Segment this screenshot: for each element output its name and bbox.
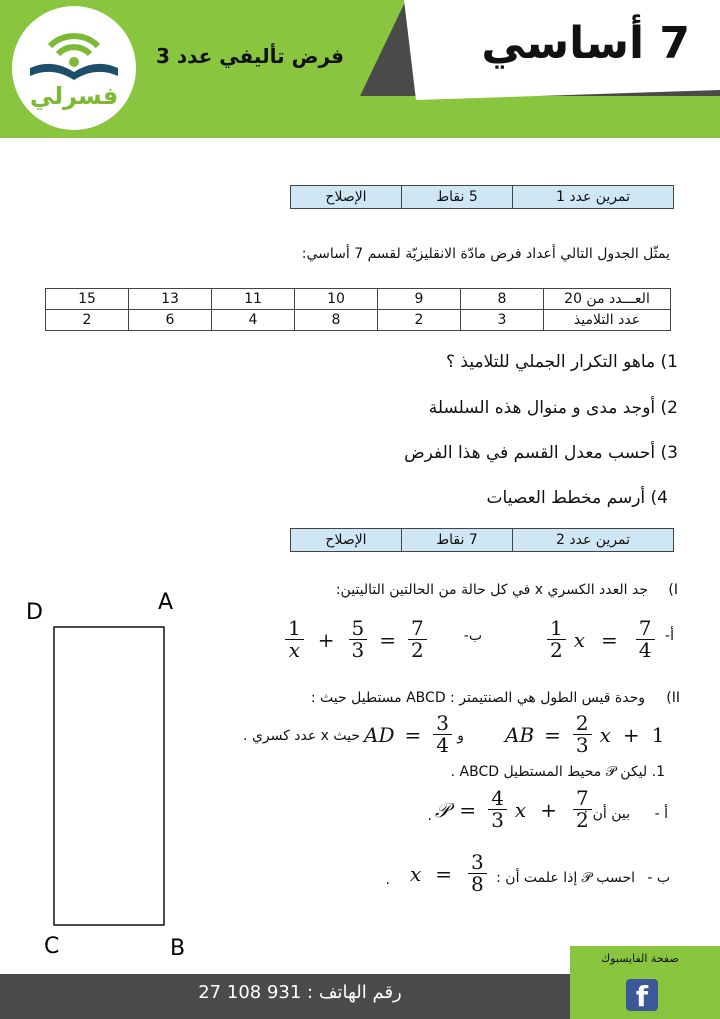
table-cell: 8 — [295, 310, 378, 331]
rectangle-abcd — [54, 627, 164, 925]
row-label: عدد التلاميذ — [544, 310, 671, 331]
item1a-text: بين أن : — [583, 806, 630, 822]
equation-b: $\frac{1}{x}$ + $\frac{5}{3}$ = $\frac{7}{2}$ — [283, 618, 429, 661]
item1b-text: احسب 𝒫 إذا علمت أن : — [496, 870, 635, 886]
question-2: 2) أوجد مدى و منوال هذه السلسلة — [428, 398, 678, 418]
and-word: و — [457, 728, 464, 744]
item1b-label: ب - — [647, 870, 670, 886]
vertex-d-label: D — [26, 600, 43, 625]
table-cell: 2 — [46, 310, 129, 331]
question-1: 1) ماهو التكرار الجملي للتلاميذ ؟ — [445, 352, 678, 372]
exercise2-correction: الإصلاح — [291, 529, 402, 552]
equation-a: $\frac{1}{2}$ x = $\frac{7}{4}$ — [545, 618, 657, 661]
exercise1-intro: يمثّل الجدول التالي أعداد فرض مادّة الانقليزيّة لقسم 7 أساسي: — [301, 246, 670, 262]
exercise2-points: 7 نقاط — [402, 529, 513, 552]
table-cell: 4 — [212, 310, 295, 331]
part2-text: وحدة قيس الطول هي الصنتيمتر : ABCD مستطيل حيث : — [310, 690, 645, 706]
table-cell: 15 — [46, 289, 129, 310]
vertex-a-label: A — [158, 590, 174, 615]
vertex-b-label: B — [170, 936, 186, 961]
row-label: العـــدد من 20 — [544, 289, 671, 310]
grade-title: 7 أساسي — [481, 18, 690, 69]
table-row — [46, 310, 671, 331]
period-1a: . — [427, 808, 432, 824]
table-cell: 6 — [129, 310, 212, 331]
exercise2-header — [290, 528, 674, 552]
table-row — [46, 289, 671, 310]
table-cell: 2 — [378, 310, 461, 331]
ab-equation: AB = $\frac{2}{3}$ x + 1 — [505, 711, 665, 757]
period-1b: . — [385, 872, 390, 888]
part2-label: II) — [666, 690, 680, 706]
item1a-label: أ - — [654, 806, 668, 822]
exercise1-header — [290, 185, 674, 209]
perimeter-equation: 𝒫 = $\frac{4}{3}$ x + $\frac{7}{2}$ — [435, 788, 594, 831]
facebook-label: صفحة الفايسبوك — [601, 952, 679, 965]
table-cell: 13 — [129, 289, 212, 310]
part1-text: جد العدد الكسري x في كل حالة من الحالتين التاليتين: — [335, 582, 648, 598]
part1-label: I) — [668, 582, 678, 598]
exercise1-title: تمرين عدد 1 — [513, 186, 674, 209]
x-value-equation: x = $\frac{3}{8}$ — [410, 852, 489, 895]
logo — [12, 6, 136, 130]
phone-number: رقم الهاتف : 931 108 27 — [198, 982, 402, 1003]
table-cell: 10 — [295, 289, 378, 310]
ad-equation: AD = $\frac{3}{4}$ — [364, 713, 454, 756]
table-cell: 8 — [461, 289, 544, 310]
exercise1-points: 5 نقاط — [402, 186, 513, 209]
data-table — [45, 288, 671, 331]
exam-title: فرض تأليفي عدد 3 — [155, 44, 345, 68]
book-wifi-icon — [12, 6, 136, 130]
exercise1-correction: الإصلاح — [291, 186, 402, 209]
vertex-c-label: C — [44, 934, 60, 959]
equation-b-label: ب- — [463, 628, 482, 644]
equation-a-label: أ- — [665, 628, 674, 644]
table-cell: 11 — [212, 289, 295, 310]
logo-text: فسرلي — [29, 82, 119, 110]
rectangle-figure — [20, 585, 200, 965]
question-3: 3) أحسب معدل القسم في هذا الفرض — [404, 443, 678, 463]
exercise2-title: تمرين عدد 2 — [513, 529, 674, 552]
table-cell: 9 — [378, 289, 461, 310]
facebook-icon[interactable]: f — [626, 979, 658, 1011]
part2-line2-tail: حيث x عدد كسري . — [243, 728, 360, 744]
item1: 1. ليكن 𝒫 محيط المستطيل ABCD . — [450, 764, 665, 780]
table-cell: 3 — [461, 310, 544, 331]
question-4: 4) أرسم مخطط العصيات — [486, 488, 668, 508]
